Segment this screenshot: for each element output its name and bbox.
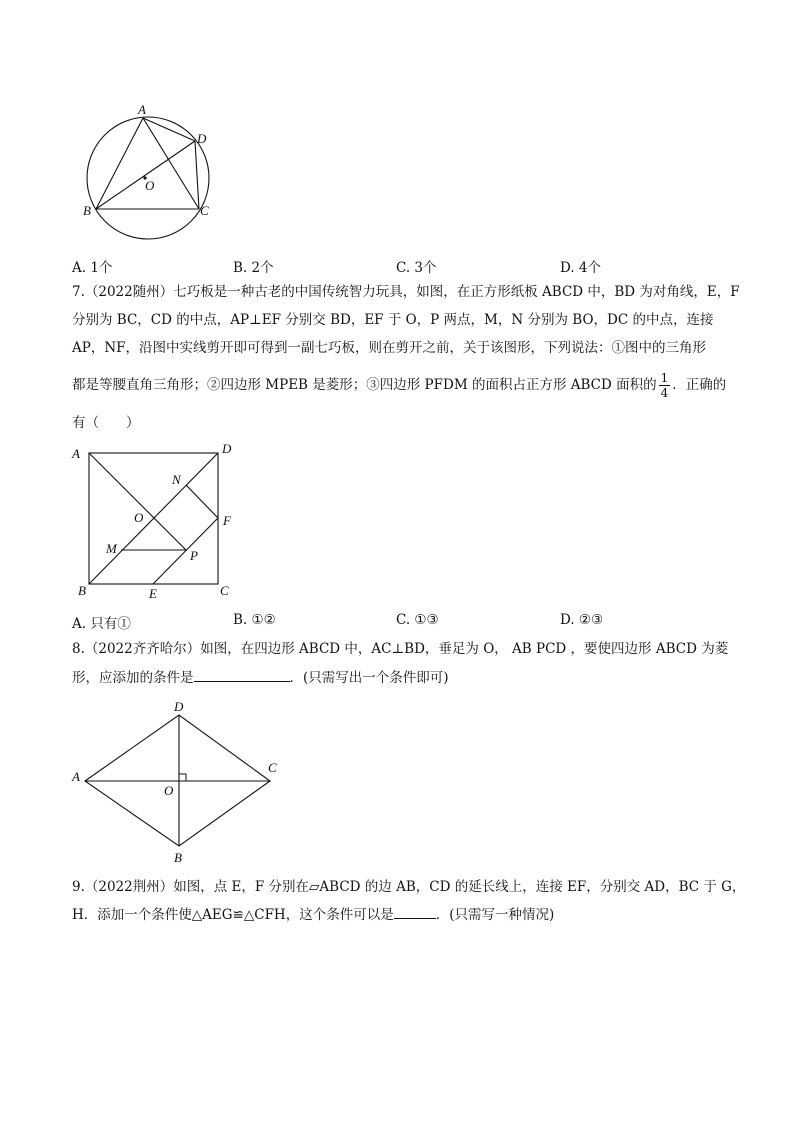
q7-line-5: 有（ ）: [72, 415, 140, 431]
q8-line-2: [72, 669, 449, 687]
q9-line-2: [72, 906, 554, 924]
label-b: B: [174, 850, 182, 865]
q7-line-3: AP，NF，沿图中实线剪开即可得到一副七巧板，则在剪开之前，关于该图形，下列说法：①图中的三角形: [72, 340, 707, 356]
segment-ac: [143, 118, 199, 209]
q7-option-a: A. 只有①: [72, 616, 131, 632]
label-e: E: [149, 586, 157, 601]
label-o: O: [164, 783, 174, 798]
label-n: N: [172, 472, 181, 487]
segment-ad: [143, 118, 195, 141]
label-f: F: [223, 513, 231, 528]
q7-line-4: [72, 368, 726, 402]
q7-option-d: D. ②③: [560, 612, 604, 628]
label-c: C: [200, 203, 209, 218]
label-a: A: [138, 102, 146, 117]
q9-line-2-text: H．添加一个条件使△AEG≌△CFH，这个条件可以是: [72, 907, 394, 923]
label-p: P: [190, 548, 198, 563]
q6-option-b: B. 2个: [233, 260, 274, 276]
label-d: D: [174, 699, 184, 714]
label-d: D: [197, 131, 207, 146]
segment-dc: [195, 141, 199, 209]
label-d: D: [222, 441, 232, 456]
q8-line-1: 8.（2022齐齐哈尔）如图，在四边形 ABCD 中，AC⊥BD，垂足为 O， AB PCD ，要使四边形 ABCD 为菱: [72, 641, 729, 657]
label-b: B: [83, 203, 91, 218]
q9-line-2-tail: ．(只需写一种情况): [435, 907, 555, 923]
q7-line-2: 分别为 BC，CD 的中点，AP⊥EF 分别交 BD，EF 于 O，P 两点，M，N 分别为 BO，DC 的中点，连接: [72, 312, 714, 328]
right-angle-mark: [179, 774, 186, 781]
label-o: O: [134, 510, 144, 525]
label-a: A: [72, 446, 80, 461]
q9-line-1: 9.（2022荆州）如图，点 E，F 分别在▱ABCD 的边 AB，CD 的延长线上，连接 EF，分别交 AD，BC 于 G，: [72, 879, 746, 895]
rhombus-figure: [70, 694, 290, 869]
q7-line-1: 7.（2022随州）七巧板是一种古老的中国传统智力玩具，如图，在正方形纸板 ABCD 中，BD 为对角线，E，F: [72, 284, 740, 300]
segment-nf: [186, 485, 218, 518]
segment-ef: [153, 518, 218, 584]
q6-option-a: A. 1个: [72, 260, 113, 276]
q7-fraction-numerator: 1: [660, 371, 669, 385]
label-o: O: [145, 178, 155, 193]
q6-option-c: C. 3个: [396, 260, 437, 276]
q7-fraction: [659, 371, 671, 400]
tangram-figure: [70, 440, 240, 605]
label-b: B: [78, 583, 86, 598]
q7-option-b: B. ①②: [233, 612, 276, 628]
label-c: C: [268, 760, 277, 775]
q7-fraction-denominator: 4: [660, 386, 669, 400]
q7-option-c: C. ①③: [396, 612, 439, 628]
q8-line-2-text: 形，应添加的条件是: [72, 670, 194, 686]
q6-option-d: D. 4个: [560, 260, 602, 276]
q8-line-2-tail: ．(只需写出一个条件即可): [289, 670, 449, 686]
segment-ab: [96, 118, 143, 209]
label-a: A: [72, 769, 80, 784]
q8-answer-blank[interactable]: [194, 669, 290, 682]
q7-line-4-tail: ．正确的: [672, 377, 727, 393]
circle-figure: [76, 100, 226, 246]
q7-line-4-text: 都是等腰直角三角形；②四边形 MPEB 是菱形；③四边形 PFDM 的面积占正方形 ABCD 面积的: [72, 377, 657, 393]
label-c: C: [220, 583, 229, 598]
label-m: M: [106, 541, 117, 556]
segment-bd: [96, 141, 195, 209]
q9-answer-blank[interactable]: [394, 906, 436, 919]
